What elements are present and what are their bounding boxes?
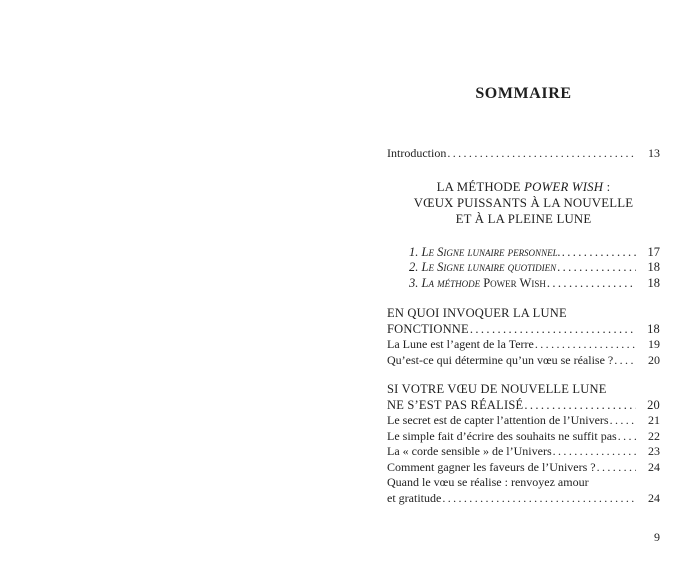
toc-entry-page: 19 bbox=[648, 337, 660, 351]
toc-entry-wrapped-line-2 bbox=[387, 491, 660, 507]
toc-entry-label: Comment gagner les faveurs de l’Univers ? bbox=[387, 459, 596, 474]
toc-entry-wrapped-line-1 bbox=[387, 475, 660, 491]
section-heading-text: FONCTIONNE bbox=[387, 321, 469, 336]
dot-leader bbox=[553, 444, 636, 460]
toc-entry bbox=[387, 413, 660, 429]
dot-leader bbox=[610, 413, 636, 429]
toc-entry bbox=[387, 353, 660, 369]
toc-entry-page: 20 bbox=[648, 352, 660, 367]
toc-entry-label: Introduction bbox=[387, 146, 447, 160]
part-heading-line-1 bbox=[387, 179, 660, 195]
toc-entry-page: 18 bbox=[647, 260, 660, 274]
section-heading-line-1 bbox=[387, 306, 660, 322]
toc-entry-label-smallcaps: Power Wish bbox=[483, 275, 546, 290]
toc-entry-label-italic: 3. La méthode bbox=[409, 275, 484, 290]
dot-leader bbox=[470, 322, 636, 338]
toc-entry-chapter-3 bbox=[387, 276, 660, 292]
toc-entry-page: 23 bbox=[648, 444, 660, 458]
toc-entry-label: Quand le vœu se réalise : renvoyez amour bbox=[387, 475, 589, 489]
toc-entry bbox=[387, 429, 660, 445]
toc-entry bbox=[387, 460, 660, 476]
toc-entry-page: 18 bbox=[647, 321, 660, 336]
dot-leader bbox=[557, 260, 636, 276]
section-heading-text: SI VOTRE VŒU DE NOUVELLE LUNE bbox=[387, 382, 607, 396]
part-heading-text: LA MÉTHODE bbox=[436, 179, 525, 194]
page-number: 9 bbox=[654, 530, 660, 544]
dot-leader bbox=[597, 460, 636, 476]
dot-leader bbox=[442, 491, 636, 507]
section-heading-text: EN QUOI INVOQUER LA LUNE bbox=[387, 306, 567, 320]
toc-entry-page: 24 bbox=[648, 459, 660, 474]
toc-section-voeu-non-realise bbox=[387, 382, 660, 506]
dot-leader bbox=[447, 146, 636, 162]
part-heading-line-2: VŒUX PUISSANTS À LA NOUVELLE bbox=[413, 195, 634, 210]
toc-entry bbox=[387, 337, 660, 353]
section-heading-line-2 bbox=[387, 322, 660, 338]
toc-section-invoquer-la-lune bbox=[387, 306, 660, 368]
section-heading-line-1 bbox=[387, 382, 660, 398]
dot-leader bbox=[562, 245, 636, 261]
toc-entry-page: 20 bbox=[647, 397, 660, 412]
toc-entry-label: La Lune est l’agent de la Terre bbox=[387, 337, 534, 351]
dot-leader bbox=[547, 276, 636, 292]
toc-entry bbox=[387, 444, 660, 460]
toc-entry-chapter-2 bbox=[387, 260, 660, 276]
page-title: SOMMAIRE bbox=[475, 85, 572, 102]
section-heading-line-2 bbox=[387, 398, 660, 414]
part-heading bbox=[387, 179, 660, 227]
dot-leader bbox=[614, 353, 636, 369]
toc-entry-label: 1. Le Signe lunaire personnel. bbox=[409, 244, 561, 259]
toc-entry-label: Qu’est-ce qui détermine qu’un vœu se réalise ? bbox=[387, 352, 614, 367]
part-heading-italic-text: POWER WISH bbox=[524, 179, 604, 194]
toc-entry-label bbox=[409, 276, 546, 292]
toc-entry-page: 21 bbox=[648, 413, 660, 427]
toc-page bbox=[387, 0, 660, 506]
toc-entry-chapter-1 bbox=[387, 245, 660, 261]
toc-entry-page: 22 bbox=[648, 428, 660, 443]
dot-leader bbox=[524, 398, 636, 414]
part-heading-colon: : bbox=[603, 179, 611, 194]
part-heading-line-3: ET À LA PLEINE LUNE bbox=[455, 211, 592, 226]
toc-entry-label: et gratitude bbox=[387, 490, 442, 505]
toc-entry-label: La « corde sensible » de l’Univers bbox=[387, 444, 552, 458]
numbered-chapter-list bbox=[387, 245, 660, 292]
toc-entry-page: 13 bbox=[648, 146, 660, 160]
dot-leader bbox=[535, 337, 636, 353]
toc-entry-label: Le simple fait d’écrire des souhaits ne suffit pas bbox=[387, 428, 617, 443]
toc-entry-label: Le secret est de capter l’attention de l’Univers bbox=[387, 413, 609, 427]
toc-entry-label: 2. Le Signe lunaire quotidien bbox=[409, 260, 557, 274]
toc-entry-page: 18 bbox=[647, 275, 660, 290]
toc-entry-introduction bbox=[387, 146, 660, 162]
toc-entry-page: 17 bbox=[647, 244, 660, 259]
toc-entry-page: 24 bbox=[648, 490, 660, 505]
dot-leader bbox=[618, 429, 636, 445]
section-heading-text: NE S’EST PAS RÉALISÉ bbox=[387, 397, 524, 412]
